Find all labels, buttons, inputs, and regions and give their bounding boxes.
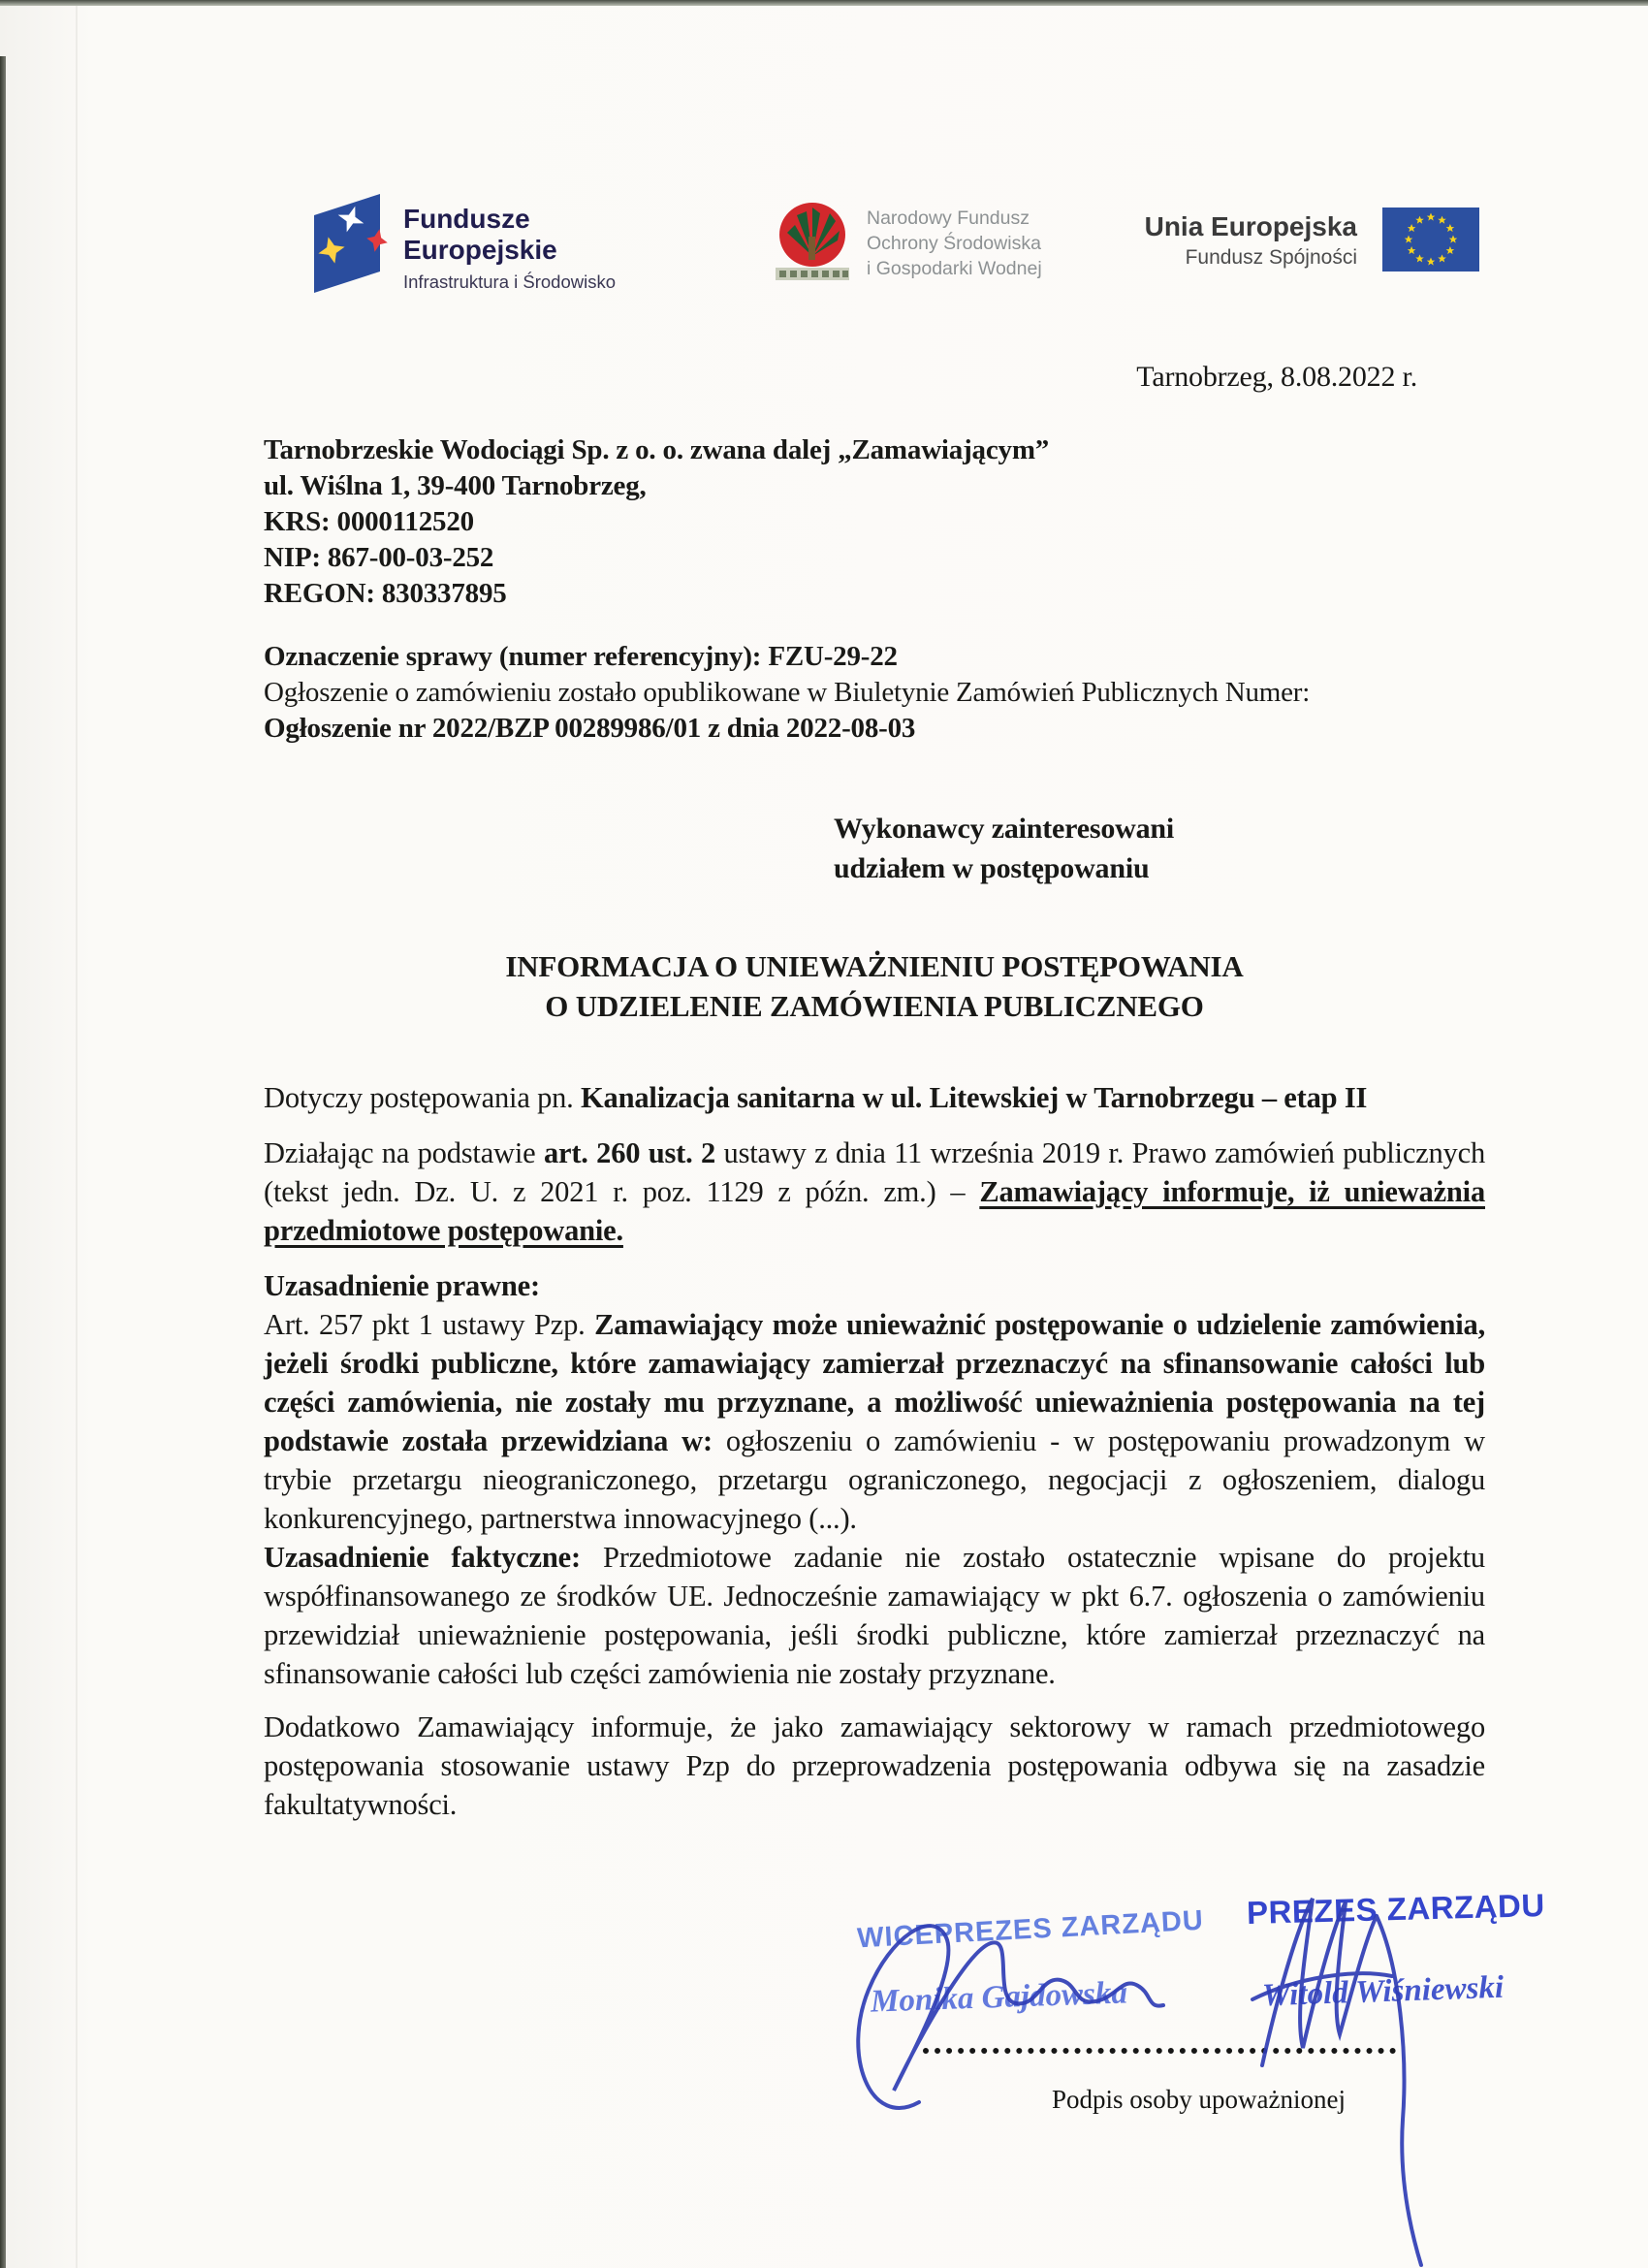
paragraph-legal-justification (264, 1266, 1485, 1538)
sender-address: ul. Wiślna 1, 39-400 Tarnobrzeg, (264, 470, 647, 501)
fe-logo-line1: Fundusze (403, 204, 530, 234)
fe-logo-line2: Europejskie (403, 235, 557, 265)
signature-witold-tail-ink (1377, 1916, 1421, 2265)
sender-krs: KRS: 0000112520 (264, 506, 474, 537)
p1-decision: Zamawiający informuje, iż unieważnia przedmiotowe postępowanie. (264, 1175, 1485, 1247)
paragraph-legal-basis (264, 1134, 1485, 1250)
p1-article: art. 260 ust. 2 (543, 1136, 716, 1169)
factual-text: Przedmiotowe zadanie nie zostało ostatecznie wpisane do projektu współfinansowanego ze środków UE. Jednocześnie zamawiający w pkt 6.7. ogłoszenia o zamówieniu przewidział unieważnienie postępowania, jeśli środki publiczne, które zamierzał przeznaczyć na sfinansowanie całości lub części zamówienia nie zostały przyznane. (264, 1541, 1485, 1690)
addressee-line1: Wykonawcy zainteresowani (834, 813, 1175, 845)
fe-logo-subtitle: Infrastruktura i Środowisko (403, 272, 617, 292)
paragraph-factual-justification (264, 1538, 1485, 1693)
fe-flag-icon (308, 190, 388, 297)
scan-crease (76, 6, 78, 2268)
reference-announcement: Ogłoszenie nr 2022/BZP 00289986/01 z dnia 2022-08-03 (264, 713, 916, 744)
sender-block (264, 432, 1485, 612)
date-line: Tarnobrzeg, 8.08.2022 r. (1136, 361, 1417, 393)
factual-heading: Uzasadnienie faktyczne: (264, 1541, 581, 1574)
reference-block (264, 639, 1485, 747)
fe-logo-text (403, 190, 616, 297)
nfosigw-line1: Narodowy Fundusz (867, 208, 1030, 229)
scan-edge-top (0, 0, 1648, 6)
stamp-prezes-zarzadu: PREZES ZARZĄDU (1246, 1886, 1546, 1932)
nfosigw-line2: Ochrony Środowiska (867, 233, 1041, 254)
sender-nip: NIP: 867-00-03-252 (264, 542, 494, 573)
p1-text2: ustawy z dnia 11 września 2019 r. Prawo zamówień publicznych (tekst jedn. Dz. U. z 2021 r. poz. 1129 z późn. zm.) – (264, 1136, 1485, 1208)
document-title-line2: O UDZIELENIE ZAMÓWIENIA PUBLICZNEGO (545, 989, 1204, 1023)
document-title (264, 946, 1485, 1026)
dotyczy-subject: Kanalizacja sanitarna w ul. Litewskiej w Tarnobrzegu – etap II (581, 1081, 1368, 1114)
signature-dotted-line (923, 2005, 1396, 2054)
scan-edge-left (0, 56, 6, 2268)
dotyczy-prefix: Dotyczy postępowania pn. (264, 1081, 582, 1114)
addressee-block (264, 809, 1485, 888)
p1-text1: Działając na podstawie (264, 1136, 544, 1169)
stamp-name-monika-gajdowska: Monika Gajdowska (870, 1975, 1128, 2020)
eu-flag-icon (1382, 208, 1479, 272)
logo-fundusze-europejskie (308, 190, 616, 297)
legal-text1: Art. 257 pkt 1 ustawy Pzp. (264, 1308, 595, 1341)
legal-heading: Uzasadnienie prawne: (264, 1269, 540, 1302)
document-title-line1: INFORMACJA O UNIEWAŻNIENIU POSTĘPOWANIA (505, 949, 1244, 983)
stamp-wiceprezes-zarzadu: WICEPREZES ZARZĄDU (856, 1904, 1205, 1955)
sender-name: Tarnobrzeskie Wodociągi Sp. z o. o. zwana dalej „Zamawiającym” (264, 434, 1050, 465)
paragraph-dotyczy (264, 1078, 1485, 1117)
ue-logo-line1: Unia Europejska (1144, 211, 1357, 241)
paragraph-additional: Dodatkowo Zamawiający informuje, że jako zamawiający sektorowy w ramach przedmiotowego postępowania stosowanie ustawy Pzp do przeprowadzenia postępowania odbywa się na zasadzie fakultatywności. (264, 1710, 1485, 1821)
nfosigw-line3: i Gospodarki Wodnej (867, 258, 1042, 279)
addressee-line2: udziałem w postępowaniu (834, 852, 1150, 884)
logo-unia-europejska (1066, 208, 1479, 272)
stamp-name-witold-wisniewski: Witold Wiśniewski (1261, 1969, 1505, 2014)
nfosigw-emblem-icon (774, 200, 853, 285)
logo-nfosigw (774, 200, 1042, 285)
letter-body (264, 361, 1485, 1824)
legal-text2: ogłoszeniu o zamówieniu - w postępowaniu prowadzonym w trybie przetargu nieograniczonego, przetargu ograniczonego, negocjacji z ogłoszeniem, dialogu konkurencyjnego, partnerstwa innowacyjnego (...). (264, 1424, 1485, 1535)
reference-publication: Ogłoszenie o zamówieniu zostało opublikowane w Biuletynie Zamówień Publicznych Numer: (264, 677, 1311, 708)
ue-logo-text (1066, 208, 1357, 272)
sender-regon: REGON: 830337895 (264, 578, 507, 609)
legal-quote: Zamawiający może unieważnić postępowanie o udzielenie zamówienia, jeżeli środki publiczne, które zamawiający zamierzał przeznaczyć na sfinansowanie całości lub części zamówienia, nie zostały mu przyznane, a możliwość unieważnienia postępowania na tej podstawie została przewidziana w: (264, 1308, 1485, 1457)
reference-number: Oznaczenie sprawy (numer referencyjny): FZU-29-22 (264, 641, 898, 672)
ue-logo-line2: Fundusz Spójności (1185, 246, 1357, 269)
nfosigw-logo-text (867, 200, 1042, 285)
signature-caption: Podpis osoby upoważnionej (1052, 2085, 1346, 2114)
